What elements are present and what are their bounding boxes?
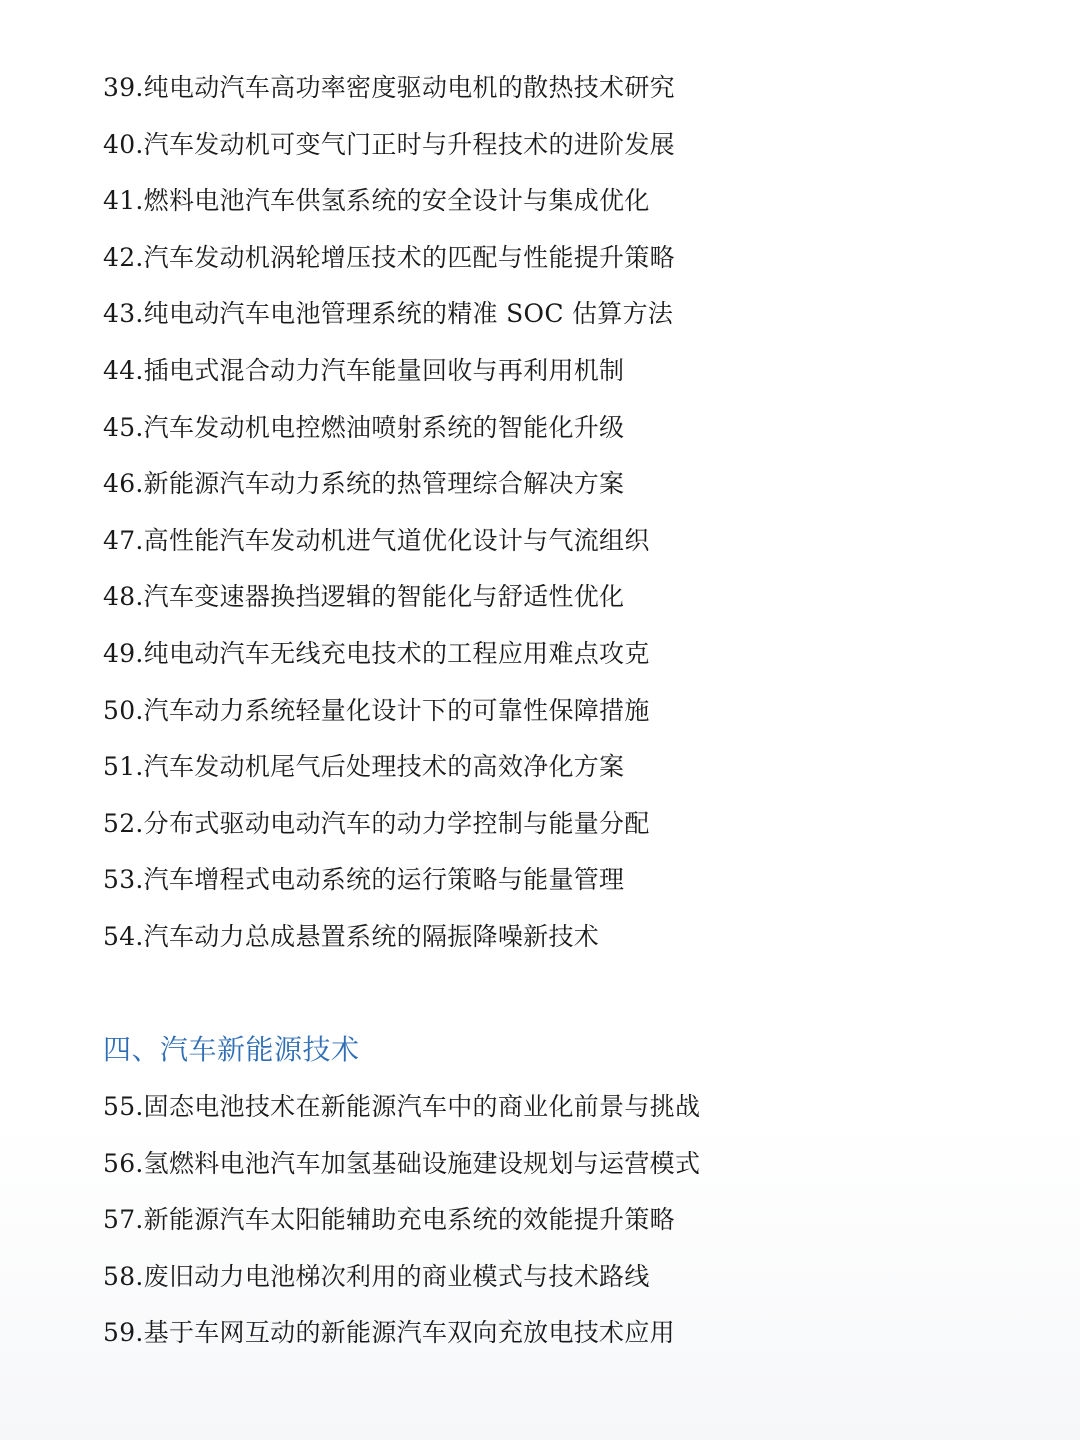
list-item: 40.汽车发动机可变气门正时与升程技术的进阶发展 <box>103 129 675 159</box>
list-item: 51.汽车发动机尾气后处理技术的高效净化方案 <box>103 752 625 782</box>
list-item: 44.插电式混合动力汽车能量回收与再利用机制 <box>103 355 625 385</box>
list-item: 56.氢燃料电池汽车加氢基础设施建设规划与运营模式 <box>103 1148 701 1178</box>
list-item: 53.汽车增程式电动系统的运行策略与能量管理 <box>103 865 625 895</box>
list-item: 46.新能源汽车动力系统的热管理综合解决方案 <box>103 469 625 499</box>
list-item: 54.汽车动力总成悬置系统的隔振降噪新技术 <box>103 921 600 951</box>
list-item: 39.纯电动汽车高功率密度驱动电机的散热技术研究 <box>103 73 675 102</box>
list-item: 57.新能源汽车太阳能辅助充电系统的效能提升策略 <box>103 1205 675 1235</box>
list-item: 41.燃料电池汽车供氢系统的安全设计与集成优化 <box>103 186 650 216</box>
list-item: 59.基于车网互动的新能源汽车双向充放电技术应用 <box>103 1318 675 1348</box>
list-item: 42.汽车发动机涡轮增压技术的匹配与性能提升策略 <box>103 242 675 272</box>
topic-list-section-four <box>103 1079 700 1362</box>
list-item: 52.分布式驱动电动汽车的动力学控制与能量分配 <box>103 808 650 838</box>
list-item: 48.汽车变速器换挡逻辑的智能化与舒适性优化 <box>103 582 625 612</box>
list-item: 50.汽车动力系统轻量化设计下的可靠性保障措施 <box>103 695 650 725</box>
list-item: 49.纯电动汽车无线充电技术的工程应用难点攻克 <box>103 638 650 668</box>
section-heading: 四、汽车新能源技术 <box>103 1033 360 1066</box>
list-item: 58.废旧动力电池梯次利用的商业模式与技术路线 <box>103 1261 650 1291</box>
list-item: 55.固态电池技术在新能源汽车中的商业化前景与挑战 <box>103 1092 701 1121</box>
list-item: 47.高性能汽车发动机进气道优化设计与气流组织 <box>103 525 650 555</box>
topic-list-section-three <box>103 60 675 966</box>
list-item: 45.汽车发动机电控燃油喷射系统的智能化升级 <box>103 412 625 442</box>
list-item: 43.纯电动汽车电池管理系统的精准 SOC 估算方法 <box>103 299 674 329</box>
